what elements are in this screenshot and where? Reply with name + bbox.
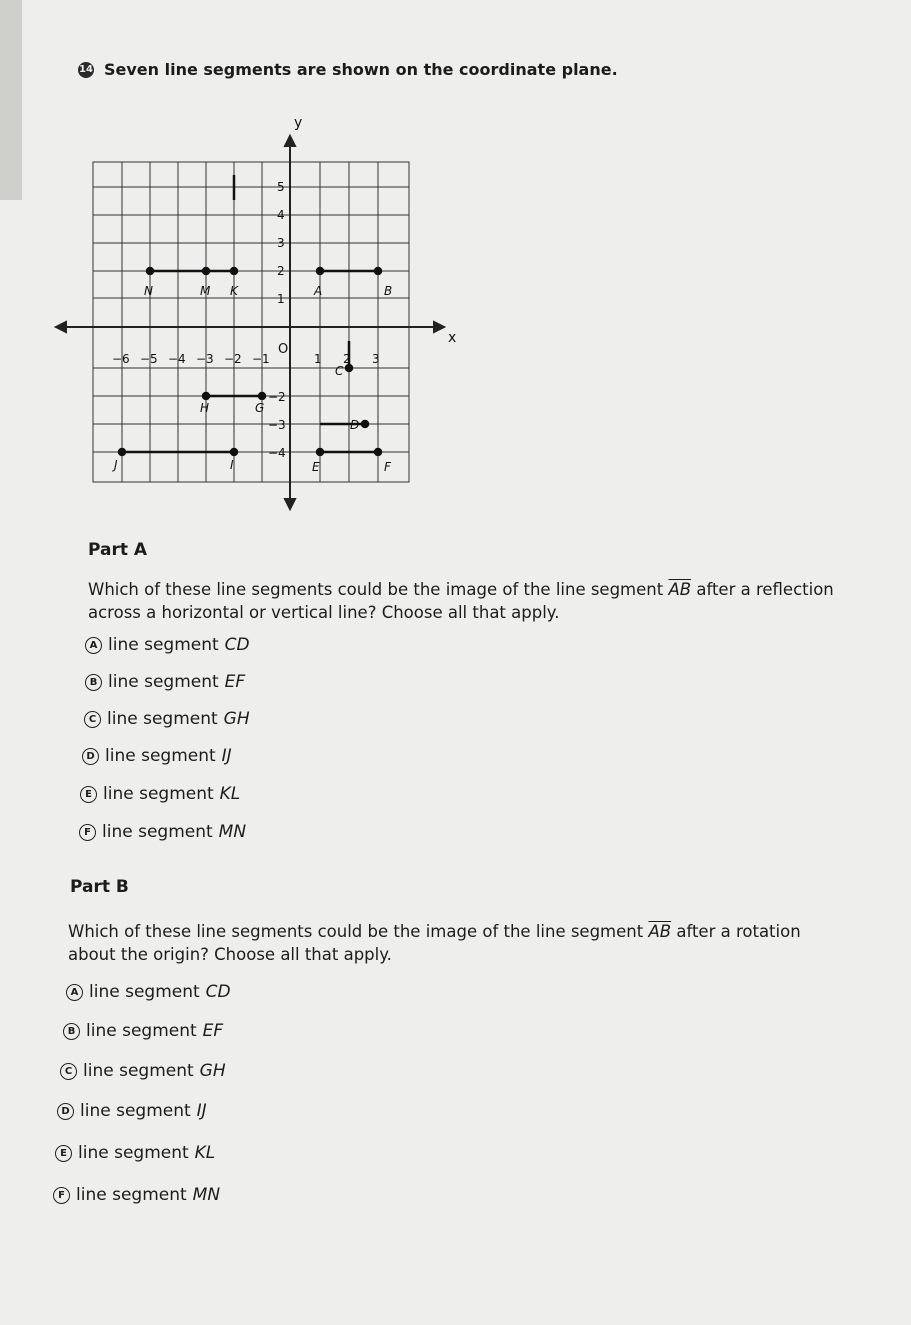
part-b-choice-c[interactable]: C line segment GH	[60, 1061, 226, 1081]
x-tick-label: −5	[140, 352, 158, 366]
part-a-choice-e[interactable]: E line segment KL	[80, 784, 240, 804]
y-tick-label: −4	[268, 446, 286, 460]
segment-ab-label: $\overline{AB}$	[648, 922, 672, 941]
part-b-title: Part B	[70, 877, 129, 897]
part-a-title: Part A	[88, 540, 148, 560]
segment-ab-label: $\overline{AB}$	[668, 580, 692, 599]
point-label-j: J	[114, 458, 118, 472]
part-b-choice-f[interactable]: F line segment MN	[53, 1185, 220, 1205]
part-a-choice-d[interactable]: D line segment IJ	[82, 746, 232, 766]
choice-bubble[interactable]: E	[80, 786, 97, 803]
point-label-h: H	[200, 401, 210, 415]
part-a-question: Which of these line segments could be the image of the line segment $\overline{AB}$ after a reflection across a horizontal or vertical line? Choose all that apply.	[88, 580, 834, 622]
part-a-choice-b[interactable]: B line segment EF	[85, 672, 245, 692]
coordinate-plane-svg	[50, 105, 470, 520]
y-tick-label: −2	[268, 390, 286, 404]
x-axis-label: x	[448, 330, 457, 346]
point-label-d: D	[350, 418, 360, 432]
choice-bubble[interactable]: C	[84, 711, 101, 728]
y-tick-label: 2	[277, 264, 285, 278]
point-n	[147, 268, 153, 274]
y-tick-label: 3	[277, 236, 285, 250]
point-label-c: C	[335, 364, 344, 378]
choice-bubble[interactable]: F	[53, 1187, 70, 1204]
part-a-choice-a[interactable]: A line segment CD	[85, 635, 250, 655]
choice-bubble[interactable]: D	[82, 748, 99, 765]
point-label-f: F	[384, 460, 391, 474]
coordinate-plane	[50, 105, 470, 520]
point-g	[259, 393, 265, 399]
point-label-m: M	[200, 284, 211, 298]
part-b-choice-a[interactable]: A line segment CD	[66, 982, 231, 1002]
x-tick-label: 2	[343, 352, 351, 366]
question-header	[78, 60, 618, 79]
part-b-question: Which of these line segments could be the image of the line segment $\overline{AB}$ after a rotation about the origin? Choose all that apply.	[68, 922, 801, 964]
point-i	[231, 449, 237, 455]
point-f	[375, 449, 381, 455]
choice-bubble[interactable]: E	[55, 1145, 72, 1162]
choice-bubble[interactable]: C	[60, 1063, 77, 1080]
y-tick-label: 5	[277, 180, 285, 194]
part-b-choice-d[interactable]: D line segment IJ	[57, 1101, 207, 1121]
point-k	[231, 268, 237, 274]
choice-bubble[interactable]: A	[85, 637, 102, 654]
point-label-n: N	[144, 284, 153, 298]
choice-bubble[interactable]: D	[57, 1103, 74, 1120]
point-label-i: I	[230, 458, 234, 472]
x-tick-label: −1	[252, 352, 270, 366]
y-tick-label: 4	[277, 208, 285, 222]
y-tick-label: −3	[268, 418, 286, 432]
choice-bubble[interactable]: A	[66, 984, 83, 1001]
question-prompt: Seven line segments are shown on the coordinate plane.	[104, 60, 618, 79]
point-h	[203, 393, 209, 399]
point-label-e: E	[312, 460, 320, 474]
x-tick-label: −4	[168, 352, 186, 366]
question-number: 14	[78, 62, 94, 78]
choice-bubble[interactable]: B	[85, 674, 102, 691]
x-tick-label: −3	[196, 352, 214, 366]
point-label-g: G	[255, 401, 265, 415]
x-tick-label: 3	[372, 352, 380, 366]
x-tick-label: 1	[314, 352, 322, 366]
part-b-choice-b[interactable]: B line segment EF	[63, 1021, 223, 1041]
point-d	[362, 421, 368, 427]
part-b-choice-e[interactable]: E line segment KL	[55, 1143, 215, 1163]
page-edge-shadow	[0, 0, 22, 200]
x-tick-label: −2	[224, 352, 242, 366]
y-axis-label: y	[294, 115, 303, 131]
point-label-k: K	[230, 284, 238, 298]
point-label-b: B	[384, 284, 393, 298]
origin-label: O	[278, 342, 289, 357]
point-e	[317, 449, 323, 455]
y-axis-up-arrow	[285, 136, 295, 146]
x-tick-label: −6	[112, 352, 130, 366]
y-tick-label: 1	[277, 292, 285, 306]
part-a-choice-c[interactable]: C line segment GH	[84, 709, 250, 729]
x-axis-left-arrow	[56, 322, 66, 332]
point-label-a: A	[314, 284, 323, 298]
y-axis-down-arrow	[285, 499, 295, 509]
part-a-choice-f[interactable]: F line segment MN	[79, 822, 246, 842]
point-a	[317, 268, 323, 274]
grid-border	[93, 162, 409, 482]
choice-bubble[interactable]: B	[63, 1023, 80, 1040]
x-axis-right-arrow	[434, 322, 444, 332]
choice-bubble[interactable]: F	[79, 824, 96, 841]
point-b	[375, 268, 381, 274]
point-m	[203, 268, 209, 274]
point-j	[119, 449, 125, 455]
